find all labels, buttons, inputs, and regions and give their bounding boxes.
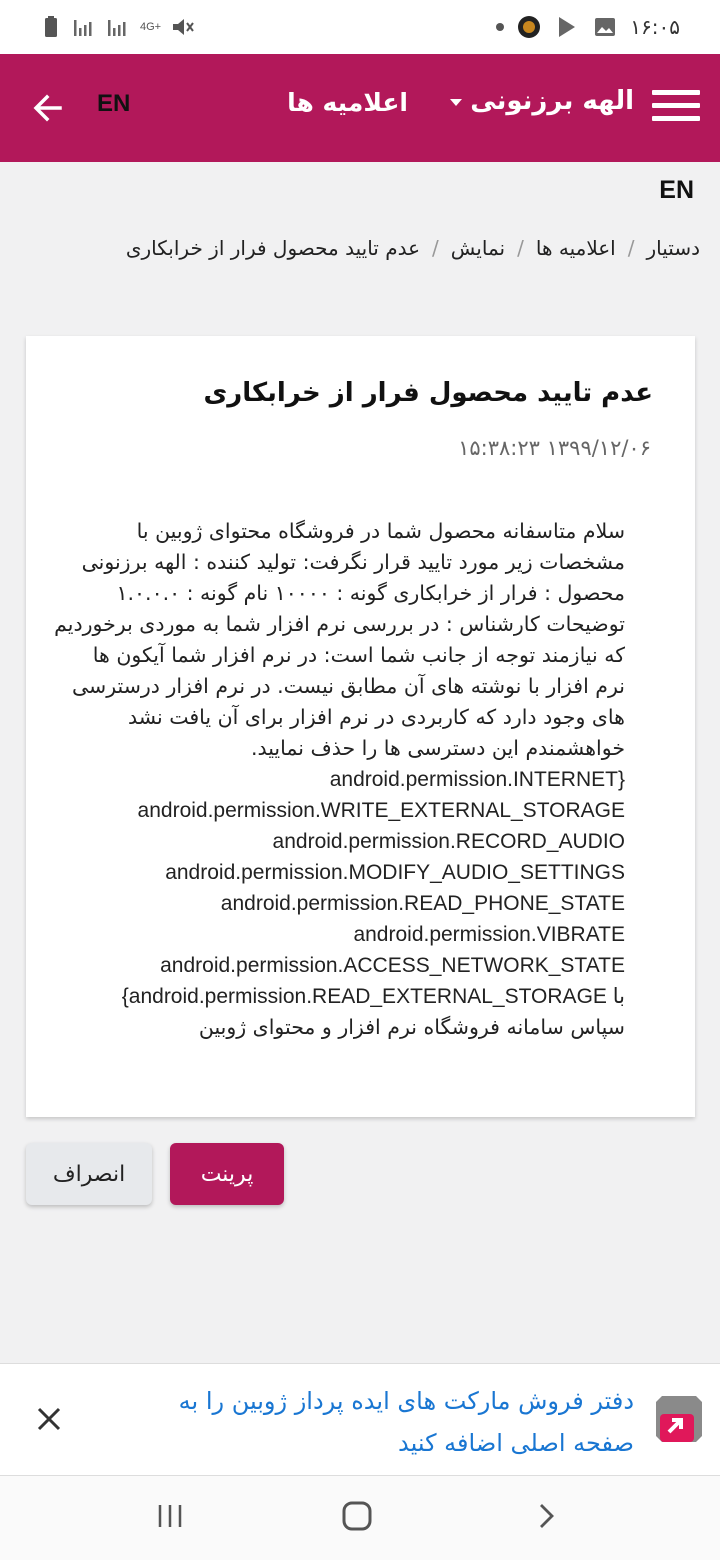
breadcrumb-item-current: عدم تایید محصول فرار از خرابکاری [125, 236, 421, 260]
battery-icon [38, 14, 64, 40]
back-arrow-icon[interactable] [28, 88, 68, 128]
signal-icon-2 [106, 14, 132, 40]
image-icon [592, 14, 618, 40]
body-closing-line: سپاس سامانه فروشگاه نرم افزار و محتوای ژوبین [198, 1015, 625, 1039]
network-type-label: 4G+ [140, 21, 162, 33]
user-dropdown[interactable] [450, 86, 634, 116]
app-bar [0, 54, 720, 162]
caret-down-icon [450, 99, 462, 106]
print-button[interactable]: پرینت [170, 1143, 284, 1205]
status-icons-right [496, 14, 680, 40]
language-link[interactable]: EN [659, 176, 694, 204]
recent-apps-icon[interactable] [156, 1502, 184, 1530]
play-store-icon [554, 14, 580, 40]
breadcrumb-separator: / [627, 236, 635, 260]
permission-line: android.permission.RECORD_AUDIO [272, 830, 625, 853]
status-bar [0, 0, 720, 54]
system-nav-bar [0, 1476, 720, 1560]
banner-message[interactable]: دفتر فروش مارکت های ایده پرداز ژوبین را به صفحه اصلی اضافه کنید [178, 1387, 634, 1457]
permission-line: android.permission.INTERNET} [329, 768, 625, 791]
breadcrumb-separator: / [432, 236, 439, 260]
breadcrumb-separator: / [517, 236, 524, 260]
nav-back-icon[interactable] [532, 1502, 560, 1530]
status-icons-left [38, 14, 195, 40]
breadcrumb-item-announcements[interactable]: اعلامیه ها [535, 236, 616, 260]
notification-dot-icon [496, 23, 504, 31]
body-line: محصول : فرار از خرابکاری گونه : ۱۰۰۰۰ نام گونه : ۱.۰.۰.۰ [116, 581, 625, 605]
mute-icon [169, 14, 195, 40]
cancel-button[interactable]: انصراف [26, 1143, 152, 1205]
add-to-home-banner [0, 1363, 720, 1476]
announcement-card [26, 336, 695, 1117]
hamburger-menu-icon[interactable] [652, 90, 700, 126]
user-name: الهه برزنونی [470, 86, 634, 116]
body-line: های وجود دارد که کاربردی در نرم افزار برای آن یافت نشد [127, 705, 625, 729]
app-logo-icon [652, 1390, 706, 1448]
permission-line: android.permission.MODIFY_AUDIO_SETTINGS [165, 861, 625, 884]
breadcrumb-item-assistant[interactable]: دستیار [646, 236, 700, 260]
announcement-title: عدم تایید محصول فرار از خرابکاری [203, 378, 653, 408]
body-line: توضیحات کارشناس : در بررسی نرم افزار شما به موردی برخوردیم [54, 612, 625, 636]
permission-line: android.permission.ACCESS_NETWORK_STATE [160, 954, 625, 977]
permission-line: {android.permission.READ_EXTERNAL_STORAGE با [121, 985, 625, 1008]
announcement-body [54, 516, 625, 1043]
announcement-datetime: ۱۳۹۹/۱۲/۰۶ ۱۵:۳۸:۲۳ [458, 436, 651, 460]
close-icon[interactable] [34, 1404, 64, 1434]
permission-line: android.permission.WRITE_EXTERNAL_STORAGE [137, 799, 625, 822]
body-line: که نیازمند توجه از جانب شما است: در نرم افزار شما آیکون ها [92, 643, 625, 667]
signal-icon [72, 14, 98, 40]
permission-line: android.permission.READ_PHONE_STATE [220, 892, 625, 915]
body-line: سلام متاسفانه محصول شما در فروشگاه محتوای ژوبین با [136, 519, 625, 543]
language-toggle[interactable]: EN [97, 90, 131, 117]
home-icon[interactable] [341, 1500, 373, 1532]
body-line: نرم افزار با نوشته های آن مطابق نیست. در نرم افزار درسترسی [71, 674, 625, 698]
body-line: مشخصات زیر مورد تایید قرار نگرفت: تولید کننده : الهه برزنونی [81, 550, 625, 574]
app-bar-title: اعلامیه ها [287, 88, 408, 117]
permission-line: android.permission.VIBRATE [353, 923, 625, 946]
breadcrumb-item-view[interactable]: نمایش [450, 236, 506, 260]
app-notification-icon [516, 14, 542, 40]
breadcrumb [126, 236, 700, 260]
body-line: خواهشمندم این دسترسی ها را حذف نمایید. [250, 736, 625, 760]
status-time: ۱۶:۰۵ [630, 15, 680, 39]
